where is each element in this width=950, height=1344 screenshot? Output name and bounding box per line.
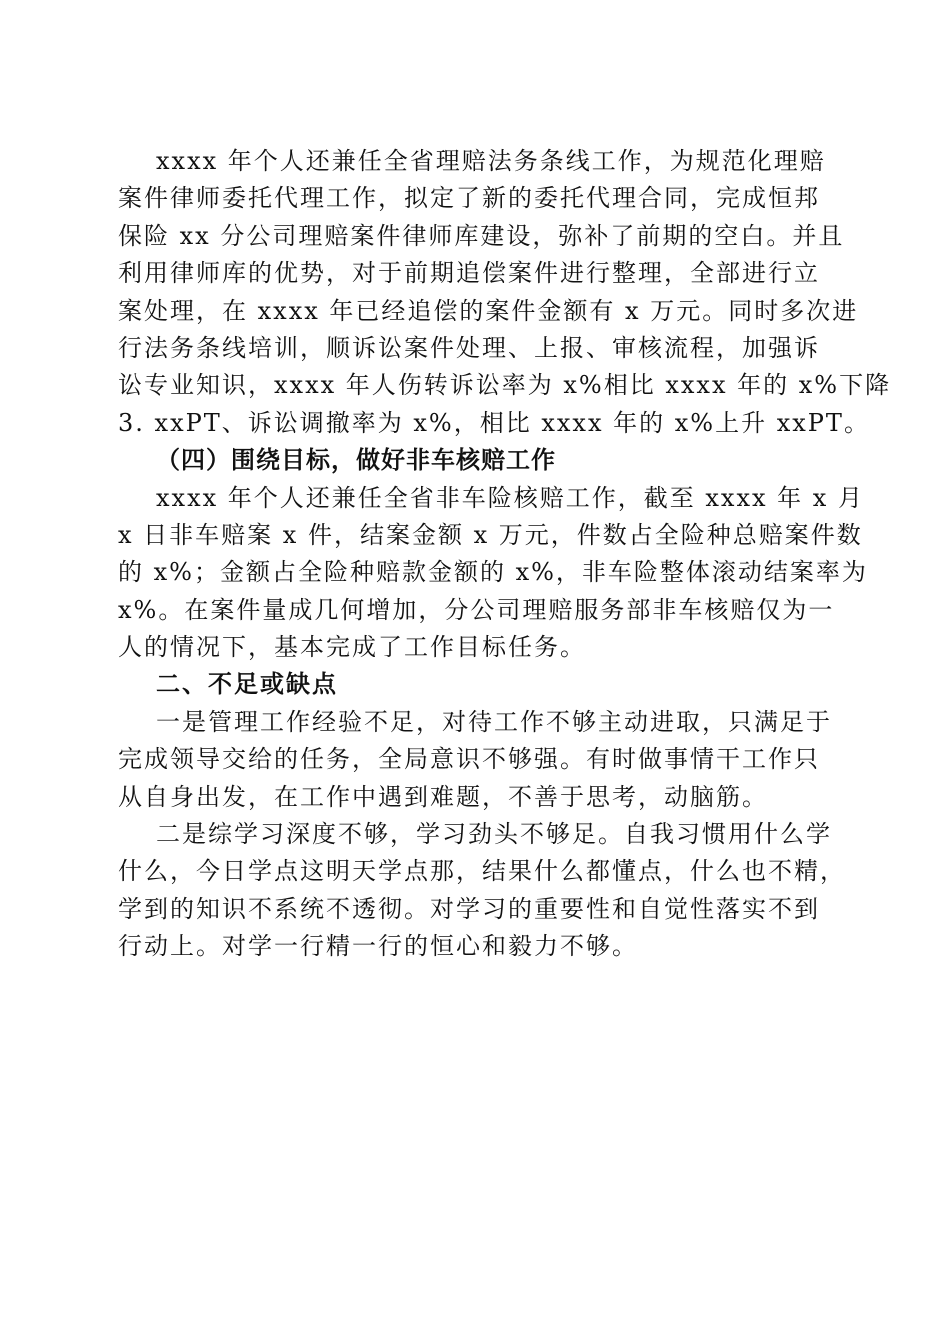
paragraph-shortcoming-management <box>118 704 830 816</box>
paragraph-line: 案件律师委托代理工作，拟定了新的委托代理合同，完成恒邦 <box>118 184 820 213</box>
paragraph-line: 讼专业知识，xxxx 年人伤转诉讼率为 x%相比 xxxx 年的 x%下降 <box>118 371 892 400</box>
document-body <box>118 143 892 966</box>
paragraph-line: x%。在案件量成几何增加，分公司理赔服务部非车核赔仅为一 <box>118 595 835 624</box>
paragraph-line: 一是管理工作经验不足，对待工作不够主动进取，只满足于 <box>156 707 832 736</box>
section-subheading: （四）围绕目标，做好非车核赔工作 <box>156 446 556 475</box>
paragraph-line: 3. xxPT、诉讼调撤率为 x%，相比 xxxx 年的 x%上升 xxPT。 <box>118 408 870 437</box>
paragraph-legal-work <box>118 143 892 442</box>
paragraph-line: 学到的知识不系统不透彻。对学习的重要性和自觉性落实不到 <box>118 894 820 923</box>
paragraph-non-auto-claims <box>118 480 868 667</box>
paragraph-line: 完成领导交给的任务，全局意识不够强。有时做事情干工作只 <box>118 745 820 774</box>
paragraph-line: 从自身出发，在工作中遇到难题，不善于思考，动脑筋。 <box>118 782 768 811</box>
paragraph-line: 保险 xx 分公司理赔案件律师库建设，弥补了前期的空白。并且 <box>118 221 845 250</box>
paragraph-line: 行法务条线培训，顺诉讼案件处理、上报、审核流程，加强诉 <box>118 333 820 362</box>
paragraph-shortcoming-learning <box>118 816 846 966</box>
paragraph-line: 的 x%；金额占全险种赔款金额的 x%，非车险整体滚动结案率为 <box>118 558 868 587</box>
section-heading: 二、不足或缺点 <box>156 670 338 699</box>
paragraph-line: 什么，今日学点这明天学点那，结果什么都懂点，什么也不精， <box>118 857 846 886</box>
paragraph-line: x 日非车赔案 x 件，结案金额 x 万元，件数占全险种总赔案件数 <box>118 520 863 549</box>
paragraph-line: 案处理，在 xxxx 年已经追偿的案件金额有 x 万元。同时多次进 <box>118 296 859 325</box>
paragraph-line: 人的情况下，基本完成了工作目标任务。 <box>118 633 586 662</box>
paragraph-line: xxxx 年个人还兼任全省非车险核赔工作，截至 xxxx 年 x 月 <box>156 483 864 512</box>
paragraph-line: xxxx 年个人还兼任全省理赔法务条线工作，为规范化理赔 <box>156 147 826 175</box>
paragraph-line: 行动上。对学一行精一行的恒心和毅力不够。 <box>118 932 638 961</box>
paragraph-line: 利用律师库的优势，对于前期追偿案件进行整理，全部进行立 <box>118 259 820 288</box>
paragraph-line: 二是综学习深度不够，学习劲头不够足。自我习惯用什么学 <box>156 820 832 849</box>
